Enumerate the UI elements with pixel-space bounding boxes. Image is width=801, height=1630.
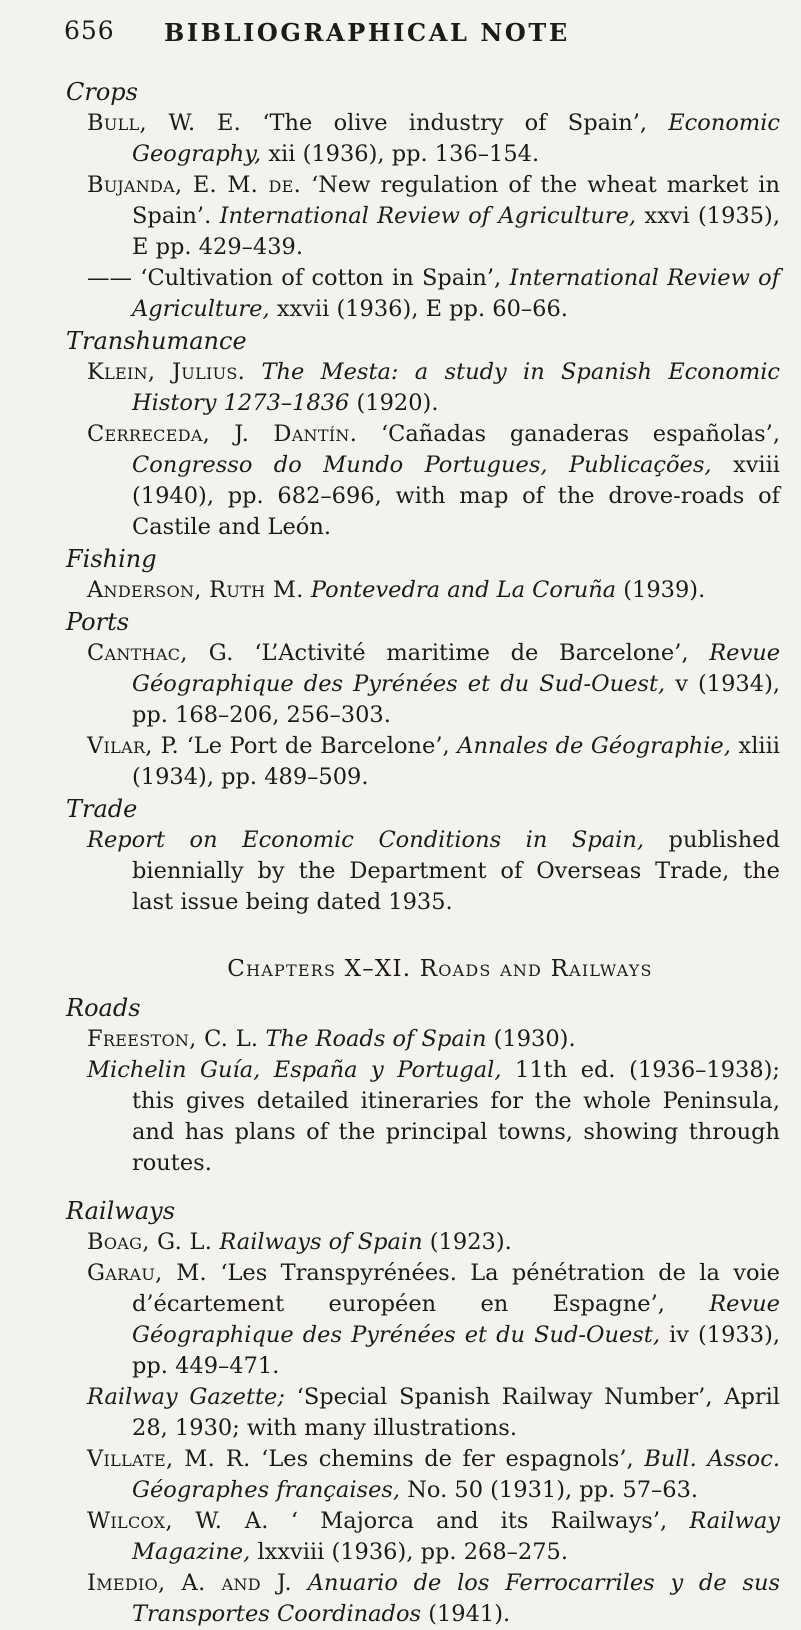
entry-title: Railway Gazette;	[87, 1384, 285, 1410]
entry-author: Bujanda, E. M. de.	[87, 172, 302, 198]
bib-entry	[60, 825, 780, 918]
entry-author: Cerreceda, J. Dantín.	[87, 421, 358, 447]
entry-title: Michelin Guía, España y Portugal,	[87, 1057, 502, 1083]
entry-details: No. 50 (1931), pp. 57–63.	[407, 1477, 699, 1503]
entry-title: ‘The olive industry of Spain’,	[262, 110, 647, 136]
bib-entry	[60, 1258, 780, 1382]
entry-title: The Roads of Spain	[265, 1026, 487, 1052]
entry-title: ‘Les Transpyrénées. La pénétration de la voie d’écartement européen en Espagne’,	[132, 1260, 780, 1317]
entry-journal: Bull. Assoc. Géographes françaises,	[132, 1446, 780, 1503]
entry-details: v (1934), pp. 168–206, 256–303.	[132, 671, 780, 728]
entry-details: xxvii (1936), E pp. 60–66.	[276, 296, 568, 322]
entry-details: 11th ed. (1936–1938); this gives detailed itineraries for the whole Peninsula, and has plans of the principal towns, showing through routes.	[132, 1057, 781, 1176]
entry-author: Bull, W. E.	[87, 110, 242, 136]
entry-details: lxxviii (1936), pp. 268–275.	[257, 1539, 568, 1565]
section-heading-trade: Trade	[66, 795, 138, 823]
section-heading-railways: Railways	[66, 1197, 176, 1225]
bib-entry	[60, 1568, 780, 1630]
bibliography-body	[60, 76, 780, 1630]
entry-author: Klein, Julius.	[87, 359, 246, 385]
entry-title: Anuario de los Ferrocarriles y de sus Transportes Coordinados	[132, 1570, 780, 1627]
entry-details: (1923).	[429, 1229, 512, 1255]
running-head: BIBLIOGRAPHICAL NOTE	[164, 18, 570, 47]
section-heading-crops: Crops	[66, 78, 138, 106]
entry-author: Freeston, C. L.	[87, 1026, 259, 1052]
bib-entry	[60, 731, 780, 793]
bib-entry	[60, 638, 780, 731]
entry-title: ‘L’Activité maritime de Barcelone’,	[254, 640, 689, 666]
entry-details: xxvi (1935), E pp. 429–439.	[132, 203, 780, 260]
entry-title: ‘Le Port de Barcelone’,	[186, 733, 450, 759]
entry-journal: Economic Geography,	[132, 110, 780, 167]
entry-journal: International Review of Agriculture,	[219, 203, 637, 229]
bib-entry	[60, 1382, 780, 1444]
entry-details: ‘Special Spanish Railway Number’, April 28, 1930; with many illustrations.	[132, 1384, 781, 1441]
bib-entry	[60, 170, 780, 263]
spacer	[60, 1179, 780, 1195]
entry-author: Canthac, G.	[87, 640, 234, 666]
section-heading-fishing: Fishing	[66, 545, 157, 573]
entry-details: (1920).	[356, 390, 439, 416]
page-number: 656	[64, 16, 115, 45]
entry-author: Vilar, P.	[87, 733, 179, 759]
entry-journal: Annales de Géographie,	[457, 733, 731, 759]
entry-details: published biennially by the Department of Overseas Trade, the last issue being dated 1935.	[132, 827, 780, 915]
bib-entry	[60, 419, 780, 543]
entry-title: ‘Cañadas ganaderas españolas’,	[381, 421, 780, 447]
bib-entry	[60, 357, 780, 419]
bib-entry	[60, 263, 780, 325]
entry-journal: Congresso do Mundo Portugues, Publicações,	[132, 452, 712, 478]
entry-author: Villate, M. R.	[87, 1446, 251, 1472]
entry-author: Boag, G. L.	[87, 1229, 213, 1255]
entry-title: ‘ Majorca and its Railways’,	[290, 1508, 668, 1534]
page-header	[64, 16, 776, 56]
entry-journal: Revue Géographique des Pyrénées et du Sud-Ouest,	[132, 640, 781, 697]
entry-title: The Mesta: a study in Spanish Economic History 1273–1836	[132, 359, 780, 416]
entry-title: ‘Les chemins de fer espagnols’,	[261, 1446, 634, 1472]
chapter-heading: Chapters X–XI. Roads and Railways	[227, 956, 653, 982]
entry-journal: Railway Magazine,	[132, 1508, 780, 1565]
entry-details: (1930).	[493, 1026, 576, 1052]
entry-details: xii (1936), pp. 136–154.	[268, 141, 540, 167]
bib-entry	[60, 1055, 780, 1179]
entry-journal: International Review of Agriculture,	[132, 265, 780, 322]
bib-entry	[60, 1227, 780, 1258]
entry-author: Anderson, Ruth M.	[87, 577, 304, 603]
entry-title: Railways of Spain	[219, 1229, 423, 1255]
entry-title: ‘Cultivation of cotton in Spain’,	[140, 265, 502, 291]
section-heading-roads: Roads	[66, 994, 141, 1022]
entry-title: Pontevedra and La Coruña	[310, 577, 617, 603]
bib-entry	[60, 1024, 780, 1055]
entry-details: iv (1933), pp. 449–471.	[132, 1322, 780, 1379]
entry-author-ditto: ——	[87, 265, 132, 291]
entry-details: xliii (1934), pp. 489–509.	[132, 733, 780, 790]
entry-author: Garau, M.	[87, 1260, 207, 1286]
entry-author: Imedio, A. and J.	[87, 1570, 292, 1596]
bib-entry	[60, 575, 780, 606]
entry-details: (1941).	[428, 1601, 511, 1627]
section-heading-transhumance: Transhumance	[66, 327, 247, 355]
entry-details: xviii (1940), pp. 682–696, with map of the drove-roads of Castile and León.	[132, 452, 781, 540]
bib-entry	[60, 1444, 780, 1506]
entry-details: (1939).	[623, 577, 706, 603]
entry-title: Report on Economic Conditions in Spain,	[87, 827, 644, 853]
bib-entry	[60, 1506, 780, 1568]
entry-journal: Revue Géographique des Pyrénées et du Sud-Ouest,	[132, 1291, 780, 1348]
bib-entry	[60, 108, 780, 170]
entry-author: Wilcox, W. A.	[87, 1508, 269, 1534]
entry-title: ‘New regulation of the wheat market in Spain’.	[132, 172, 780, 229]
section-heading-ports: Ports	[66, 608, 130, 636]
